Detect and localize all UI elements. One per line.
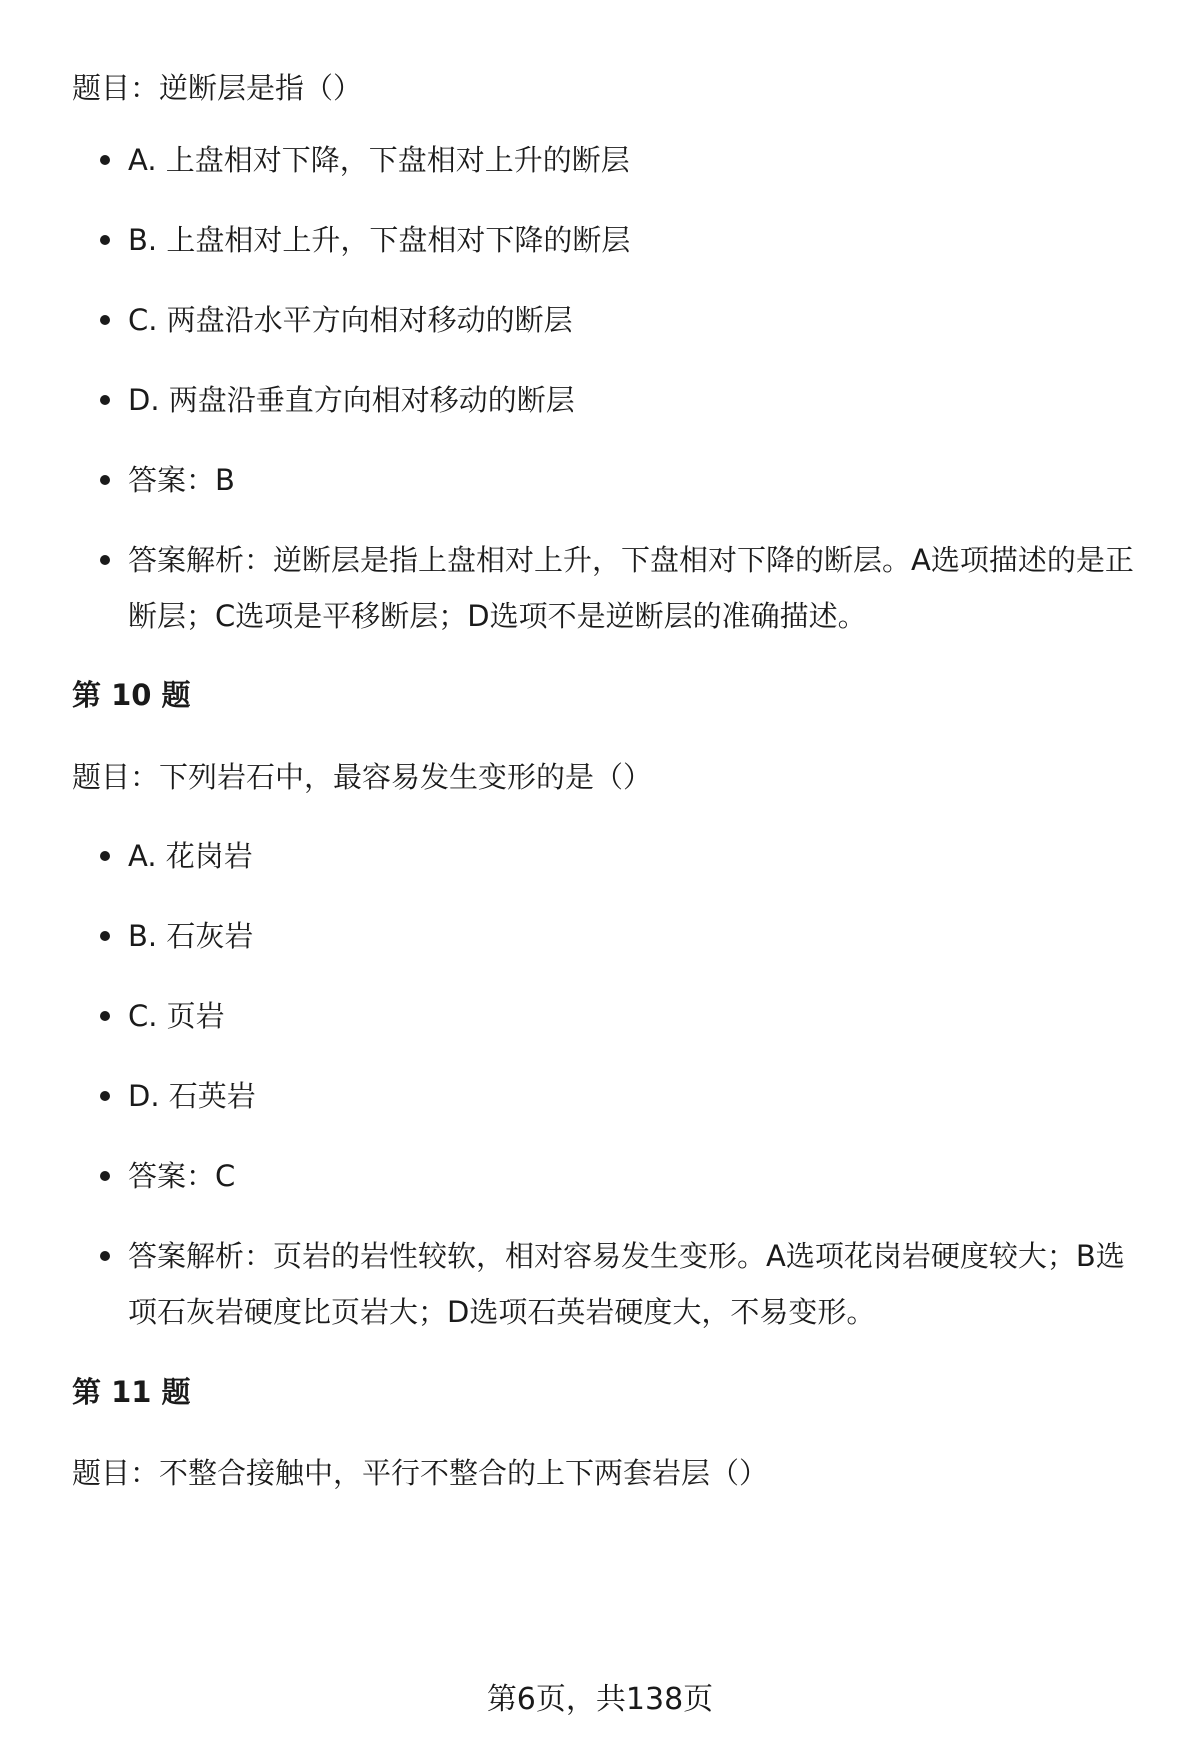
q10-option-d [72,1066,1152,1126]
q10-option-b [72,906,1152,966]
q11-stem: 题目：不整合接触中，平行不整合的上下两套岩层（） [72,1456,769,1490]
option-text: D. 两盘沿垂直方向相对移动的断层 [128,383,575,417]
q10-option-c [72,986,1152,1046]
q9-option-d [72,370,1152,430]
q10-explanation [72,1228,1152,1340]
answer-text: 答案：B [128,463,235,497]
bullet-icon [100,1091,110,1101]
q9-option-a [72,130,1152,190]
bullet-icon [100,1011,110,1021]
bullet-icon [100,235,110,245]
bullet-icon [100,1171,110,1181]
bullet-icon [100,475,110,485]
q9-answer [72,450,1152,510]
bullet-icon [100,155,110,165]
bullet-icon [100,851,110,861]
q10-stem: 题目：下列岩石中，最容易发生变形的是（） [72,760,653,794]
option-text: C. 两盘沿水平方向相对移动的断层 [128,303,573,337]
option-text: C. 页岩 [128,999,225,1033]
option-text: A. 花岗岩 [128,839,253,873]
q11-heading: 第 11 题 [72,1375,191,1409]
explanation-text: 答案解析：页岩的岩性较软，相对容易发生变形。A选项花岗岩硬度较大；B选项石灰岩硬度比页岩大；D选项石英岩硬度大，不易变形。 [128,1239,1125,1329]
q9-stem: 题目：逆断层是指（） [72,71,363,105]
q10-option-a [72,826,1152,886]
option-text: B. 上盘相对上升，下盘相对下降的断层 [128,223,631,257]
q9-explanation [72,532,1152,644]
bullet-icon [100,395,110,405]
q10-heading: 第 10 题 [72,678,191,712]
bullet-icon [100,1251,110,1261]
bullet-icon [100,315,110,325]
option-text: A. 上盘相对下降，下盘相对上升的断层 [128,143,630,177]
explanation-text: 答案解析：逆断层是指上盘相对上升，下盘相对下降的断层。A选项描述的是正断层；C选项是平移断层；D选项不是逆断层的准确描述。 [128,543,1134,633]
bullet-icon [100,555,110,565]
answer-text: 答案：C [128,1159,236,1193]
bullet-icon [100,931,110,941]
q10-answer [72,1146,1152,1206]
page-number: 第6页，共138页 [486,1682,714,1717]
q9-option-c [72,290,1152,350]
option-text: B. 石灰岩 [128,919,254,953]
q9-option-b [72,210,1152,270]
option-text: D. 石英岩 [128,1079,256,1113]
